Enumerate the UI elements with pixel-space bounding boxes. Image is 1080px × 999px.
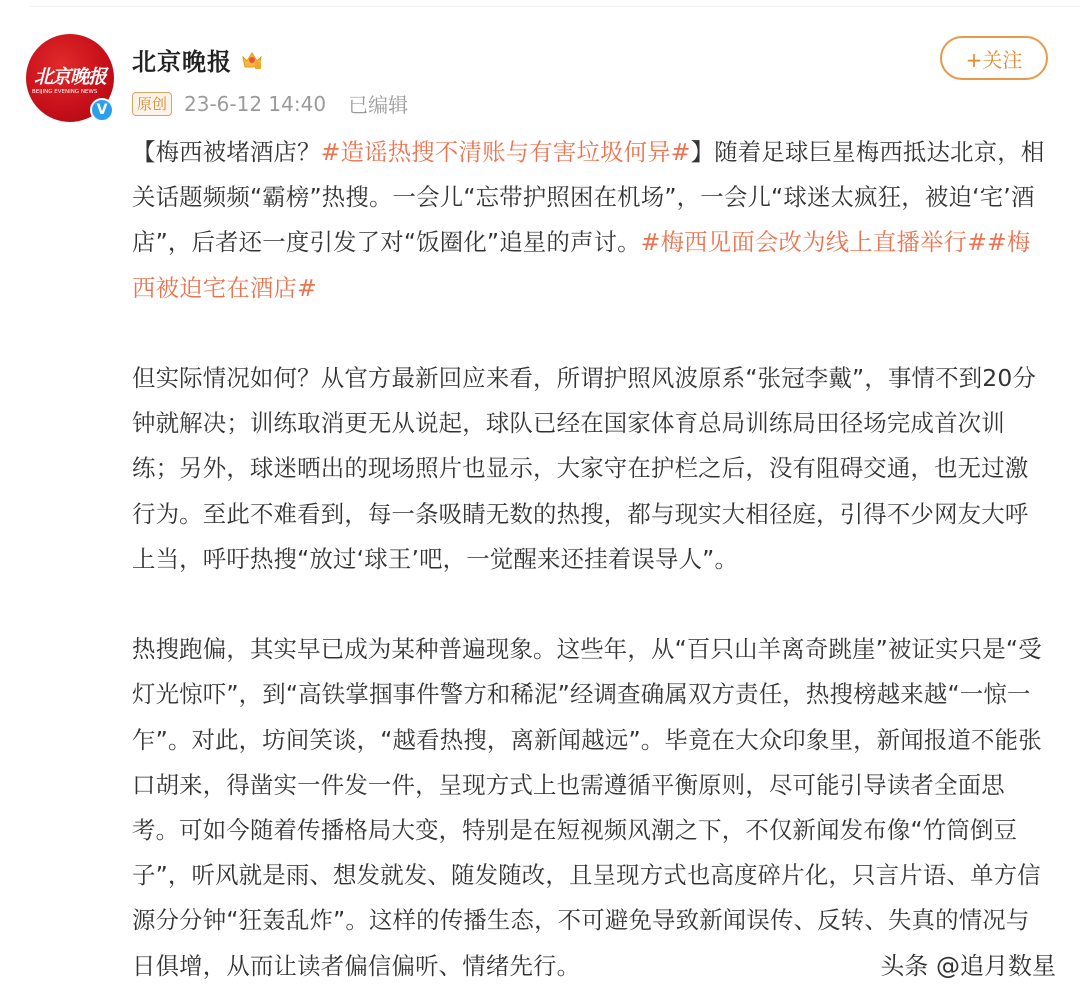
crown-icon — [240, 49, 264, 71]
hashtag-link[interactable]: #梅西见面会改为线上直播举行# — [640, 228, 988, 257]
post-header — [26, 34, 1080, 129]
watermark: 头条 @追月数星 — [880, 952, 1056, 980]
verified-icon: V — [90, 98, 114, 122]
text-segment: 【梅西被堵酒店？ — [132, 138, 321, 166]
hashtag-link[interactable]: #造谣热搜不清账与有害垃圾何异# — [320, 138, 691, 166]
text-segment: 热搜跑偏，其实早已成为某种普遍现象。这些年，从“百只山羊离奇跳崖”被证实只是“受灯光惊吓”，到“高铁掌掴事件警方和稀泥”经调查确属双方责任，热搜榜越来越“一惊一乍”。对此，坊间笑谈，“越看热搜，离新闻越远”。毕竟在大众印象里，新闻报道不能张口胡来，得凿实一件发一件，呈现方式上也需遵循平衡原则，尽可能引导读者全面思考。可如今随着传播格局大变，特别是在短视频风潮之下，不仅新闻发布像“竹筒倒豆子”，听风就是雨、想发就发、随发随改，且呈现方式也高度碎片化，只言片语、单方信源分分钟“狂轰乱炸”。这样的传播生态，不可避免导致新闻误传、反转、失真的情况与日俱增，从而让读者偏信偏听、情绪先行。 — [132, 635, 1042, 980]
avatar-logo-text: 北京晚报 — [33, 66, 106, 88]
top-divider — [30, 6, 1080, 7]
author-avatar[interactable] — [26, 34, 114, 122]
original-badge: 原创 — [132, 92, 172, 116]
text-segment: 但实际情况如何？从官方最新回应来看，所谓护照风波原系“张冠李戴”，事情不到20分钟就解决；训练取消更无从说起，球队已经在国家体育总局训练局田径场完成首次训练；另外，球迷晒出的现场照片也显示，大家守在护栏之后，没有阻碍交通，也无过激行为。至此不难看到，每一条吸睛无数的热搜，都与现实大相径庭，引得不少网友大呼上当，呼吁热搜“放过‘球王’吧，一觉醒来还挂着误导人”。 — [132, 364, 1037, 573]
hashtag-link[interactable]: #梅西被迫宅在酒店# — [132, 228, 1031, 302]
text-segment: 】随着足球巨星梅西抵达北京，相关话题频频“霸榜”热搜。一会儿“忘带护照困在机场”，一会儿“球迷太疯狂，被迫‘宅’酒店”，后者还一度引发了对“饭圈化”追星的声讨。 — [132, 138, 1045, 257]
post-content — [132, 130, 1047, 989]
paragraph-2 — [132, 356, 1047, 582]
post-timestamp: 23-6-12 14:40 — [184, 91, 327, 116]
paragraph-3 — [132, 627, 1047, 989]
author-name[interactable]: 北京晚报 — [132, 48, 232, 76]
post-meta — [132, 89, 408, 118]
avatar-logo-subtext: BEIJING EVENING NEWS — [32, 89, 98, 95]
follow-button[interactable]: +关注 — [940, 36, 1048, 80]
paragraph-1 — [132, 130, 1047, 311]
edited-label[interactable]: 已编辑 — [348, 93, 409, 117]
author-name-row — [132, 42, 264, 77]
